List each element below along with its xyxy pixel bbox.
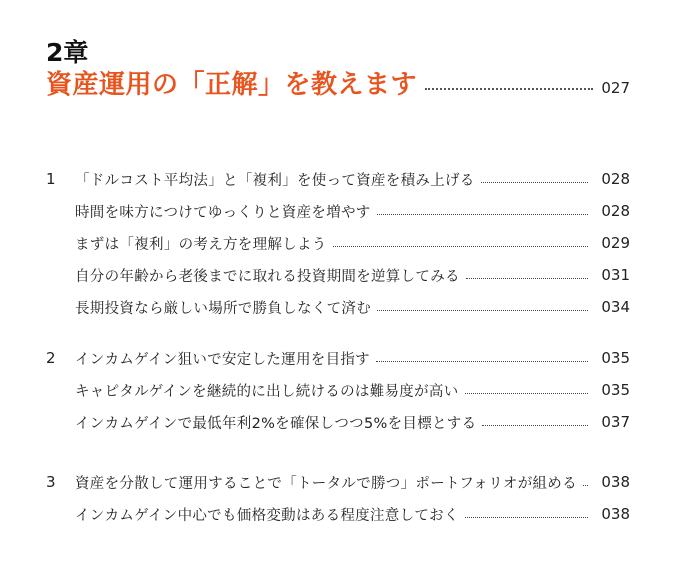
section-number: 3 [46, 473, 56, 491]
toc-entry[interactable] [46, 259, 630, 291]
entry-page-number: 028 [601, 170, 630, 188]
entry-page-number: 038 [601, 505, 630, 523]
entry-page-number: 028 [601, 202, 630, 220]
toc-entry[interactable] [46, 406, 630, 438]
toc-section-3 [46, 466, 630, 530]
toc-entry[interactable] [46, 466, 630, 498]
entry-title: 長期投資なら厳しい場所で勝負しなくて済む [75, 300, 371, 317]
entry-page-number: 038 [601, 473, 630, 491]
section-number: 2 [46, 349, 56, 367]
leader-dots [377, 310, 588, 311]
toc-entry[interactable] [46, 498, 630, 530]
toc-entry[interactable] [46, 342, 630, 374]
entry-title: 時間を味方につけてゆっくりと資産を増やす [75, 204, 371, 221]
toc-entry[interactable] [46, 291, 630, 323]
entry-title: キャピタルゲインを継続的に出し続けるのは難易度が高い [75, 383, 459, 400]
leader-dots [465, 393, 589, 394]
leader-dots [482, 425, 588, 426]
toc-entry[interactable] [46, 195, 630, 227]
toc-entry[interactable] [46, 163, 630, 195]
leader-dots [465, 517, 588, 518]
leader-dots [583, 485, 588, 486]
toc-entry[interactable] [46, 374, 630, 406]
toc-section-2 [46, 342, 630, 438]
entry-title: まずは「複利」の考え方を理解しよう [75, 236, 327, 253]
toc-entry[interactable] [46, 227, 630, 259]
chapter-page-number: 027 [601, 79, 630, 97]
leader-dots [376, 361, 588, 362]
entry-page-number: 035 [601, 381, 630, 399]
chapter-number: 2章 [46, 38, 89, 67]
leader-dots [466, 278, 588, 279]
section-number: 1 [46, 170, 56, 188]
entry-page-number: 029 [601, 234, 630, 252]
chapter-title: 資産運用の「正解」を教えます [46, 70, 418, 100]
entry-page-number: 035 [601, 349, 630, 367]
entry-title: インカムゲイン狙いで安定した運用を目指す [75, 351, 370, 368]
entry-page-number: 031 [601, 266, 630, 284]
toc-section-1 [46, 163, 630, 323]
entry-page-number: 037 [601, 413, 630, 431]
entry-title: 資産を分散して運用することで「トータルで勝つ」ポートフォリオが組める [75, 475, 577, 492]
leader-dots [481, 182, 588, 183]
leader-dots [333, 246, 588, 247]
chapter-heading-row[interactable] [46, 68, 630, 102]
entry-title: インカムゲイン中心でも価格変動はある程度注意しておく [75, 507, 459, 524]
entry-title: インカムゲインで最低年利2%を確保しつつ5%を目標とする [75, 415, 477, 432]
leader-dots [425, 88, 593, 90]
leader-dots [377, 214, 588, 215]
entry-title: 「ドルコスト平均法」と「複利」を使って資産を積み上げる [75, 172, 475, 189]
entry-title: 自分の年齢から老後までに取れる投資期間を逆算してみる [75, 268, 460, 285]
entry-page-number: 034 [601, 298, 630, 316]
